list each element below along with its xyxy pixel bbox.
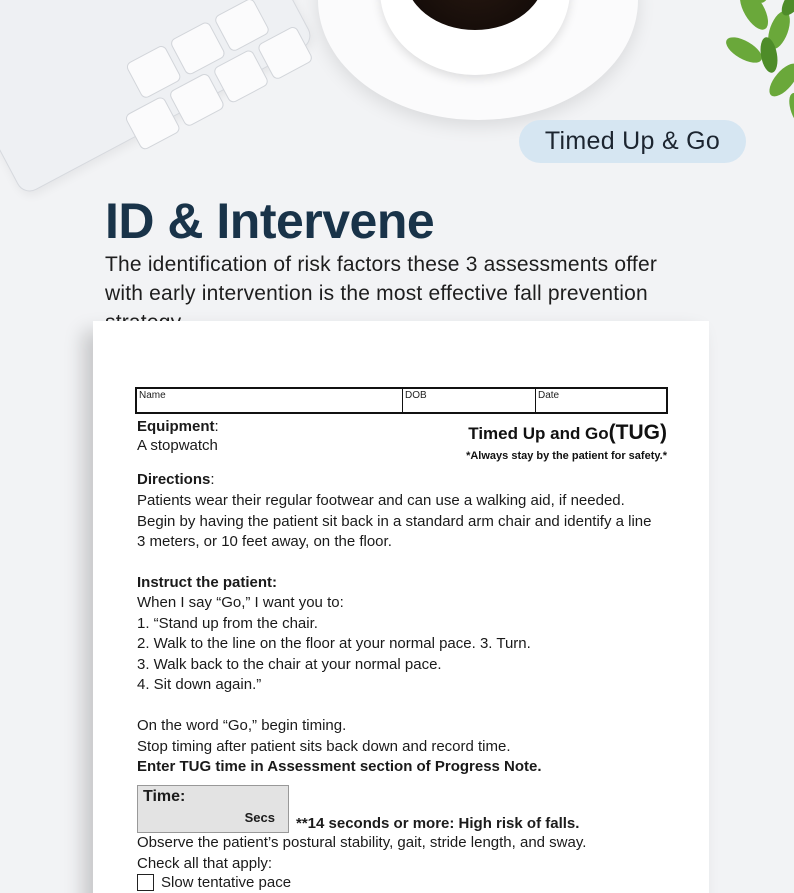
dob-field[interactable]: DOB <box>403 389 536 412</box>
directions-line: 3 meters, or 10 feet away, on the floor. <box>137 533 392 550</box>
form-title-abbr: (TUG) <box>608 421 667 444</box>
date-field[interactable]: Date <box>538 390 560 401</box>
badge-text: Timed Up & Go <box>544 127 721 155</box>
keyboard-image <box>0 0 315 196</box>
directions-label: Directions <box>137 471 211 488</box>
name-field[interactable]: Name <box>137 389 403 412</box>
timing-line: Stop timing after patient sits back down and record time. <box>137 737 511 755</box>
headline: ID & Intervene <box>105 193 435 249</box>
instruct-line: 2. Walk to the line on the floor at your normal pace. 3. Turn. <box>137 635 531 652</box>
secs-label: Secs <box>244 810 275 825</box>
subtitle: The identification of risk factors these 3 assessments offer with early intervention is the most effective fall prevention <box>105 253 658 305</box>
title-badge <box>519 120 746 163</box>
form-title <box>468 421 667 445</box>
equipment-heading <box>137 417 219 438</box>
enter-note: Enter TUG time in Assessment section of Progress Note. <box>137 758 542 775</box>
directions-line: Patients wear their regular footwear and can use a walking aid, if needed. <box>137 492 625 509</box>
equipment-value: A stopwatch <box>137 437 218 454</box>
equipment-label: Equipment <box>137 418 215 435</box>
directions-colon: : <box>210 471 215 488</box>
check-instruction: Check all that apply: <box>137 854 273 872</box>
observe-line: Observe the patient’s postural stability, gait, stride length, and sway. <box>137 834 587 851</box>
time-label: Time: <box>143 788 186 805</box>
time-entry-box[interactable] <box>137 785 289 833</box>
equipment-colon: : <box>214 418 219 435</box>
directions-line: Begin by having the patient sit back in a standard arm chair and identify a line <box>137 512 652 530</box>
tug-form-page <box>93 321 709 893</box>
instruct-heading: Instruct the patient: <box>137 574 278 591</box>
directions-heading <box>137 470 215 491</box>
instruct-line: 3. Walk back to the chair at your normal pace. <box>137 655 442 673</box>
risk-note: **14 seconds or more: High risk of falls. <box>296 815 580 832</box>
checklist-item[interactable] <box>137 874 291 891</box>
safety-note: *Always stay by the patient for safety.* <box>466 450 667 462</box>
instruct-line: When I say “Go,” I want you to: <box>137 594 344 611</box>
instruct-line: 1. “Stand up from the chair. <box>137 614 318 632</box>
patient-info-row <box>135 387 668 414</box>
instruct-line: 4. Sit down again.” <box>137 676 262 693</box>
form-title-main: Timed Up and Go <box>468 424 609 443</box>
checkbox[interactable] <box>137 874 154 891</box>
timing-line: On the word “Go,” begin timing. <box>137 717 347 734</box>
checklist-label: Slow tentative pace <box>161 874 292 891</box>
